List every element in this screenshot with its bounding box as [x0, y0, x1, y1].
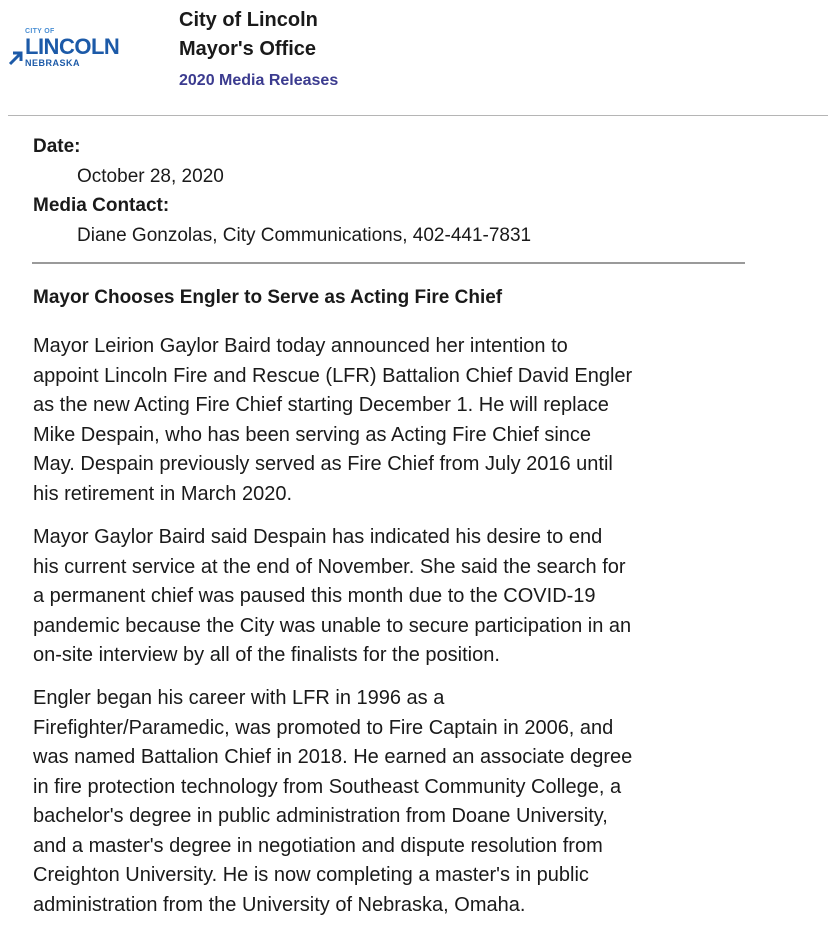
paragraph-line: Mayor Leirion Gaylor Baird today announced her intention to — [33, 335, 568, 357]
body-paragraph-3 — [33, 684, 813, 920]
date-value: October 28, 2020 — [77, 165, 224, 187]
paragraph-line: Mayor Gaylor Baird said Despain has indicated his desire to end — [33, 526, 603, 548]
header-divider — [8, 115, 828, 116]
paragraph-line: his retirement in March 2020. — [33, 482, 293, 505]
content-divider — [32, 262, 745, 264]
paragraph-line: as the new Acting Fire Chief starting December 1. He will replace — [33, 394, 609, 416]
paragraph-line: his current service at the end of November. She said the search for — [33, 555, 626, 578]
body-paragraph-1 — [33, 332, 813, 509]
date-label: Date: — [33, 136, 81, 157]
paragraph-line: on-site interview by all of the finalists for the position. — [33, 644, 500, 666]
media-contact-label: Media Contact: — [33, 195, 170, 216]
office-title-line1: City of Lincoln — [179, 9, 318, 31]
paragraph-line: and a master's degree in negotiation and dispute resolution from — [33, 834, 603, 857]
paragraph-line: pandemic because the City was unable to secure participation in an — [33, 614, 632, 637]
paragraph-line: in fire protection technology from Southeast Community College, a — [33, 775, 622, 798]
paragraph-line: administration from the University of Nebraska, Omaha. — [33, 893, 526, 916]
logo-arrow-icon — [8, 50, 24, 66]
office-title — [179, 6, 318, 64]
logo-lincoln: LINCOLN — [25, 34, 120, 59]
media-releases-link[interactable]: 2020 Media Releases — [179, 72, 339, 89]
city-of-lincoln-logo — [8, 28, 132, 72]
paragraph-line: was named Battalion Chief in 2018. He earned an associate degree — [33, 746, 633, 768]
release-headline: Mayor Chooses Engler to Serve as Acting Fire Chief — [33, 287, 503, 308]
media-contact-value: Diane Gonzolas, City Communications, 402-441-7831 — [77, 224, 532, 246]
logo-nebraska: NEBRASKA — [25, 58, 81, 68]
body-paragraph-2 — [33, 523, 813, 671]
release-meta — [33, 132, 531, 250]
office-title-line2: Mayor's Office — [179, 38, 317, 60]
paragraph-line: May. Despain previously served as Fire Chief from July 2016 until — [33, 453, 613, 475]
logo-city-of: CITY OF — [25, 28, 55, 35]
paragraph-line: appoint Lincoln Fire and Rescue (LFR) Battalion Chief David Engler — [33, 364, 633, 387]
paragraph-line: Firefighter/Paramedic, was promoted to Fire Captain in 2006, and — [33, 716, 614, 739]
paragraph-line: Engler began his career with LFR in 1996 as a — [33, 687, 445, 709]
paragraph-line: Mike Despain, who has been serving as Acting Fire Chief since — [33, 423, 592, 446]
paragraph-line: bachelor's degree in public administration from Doane University, — [33, 805, 608, 827]
page-header — [0, 0, 828, 118]
paragraph-line: a permanent chief was paused this month due to the COVID-19 — [33, 585, 596, 607]
paragraph-line: Creighton University. He is now completing a master's in public — [33, 864, 589, 886]
